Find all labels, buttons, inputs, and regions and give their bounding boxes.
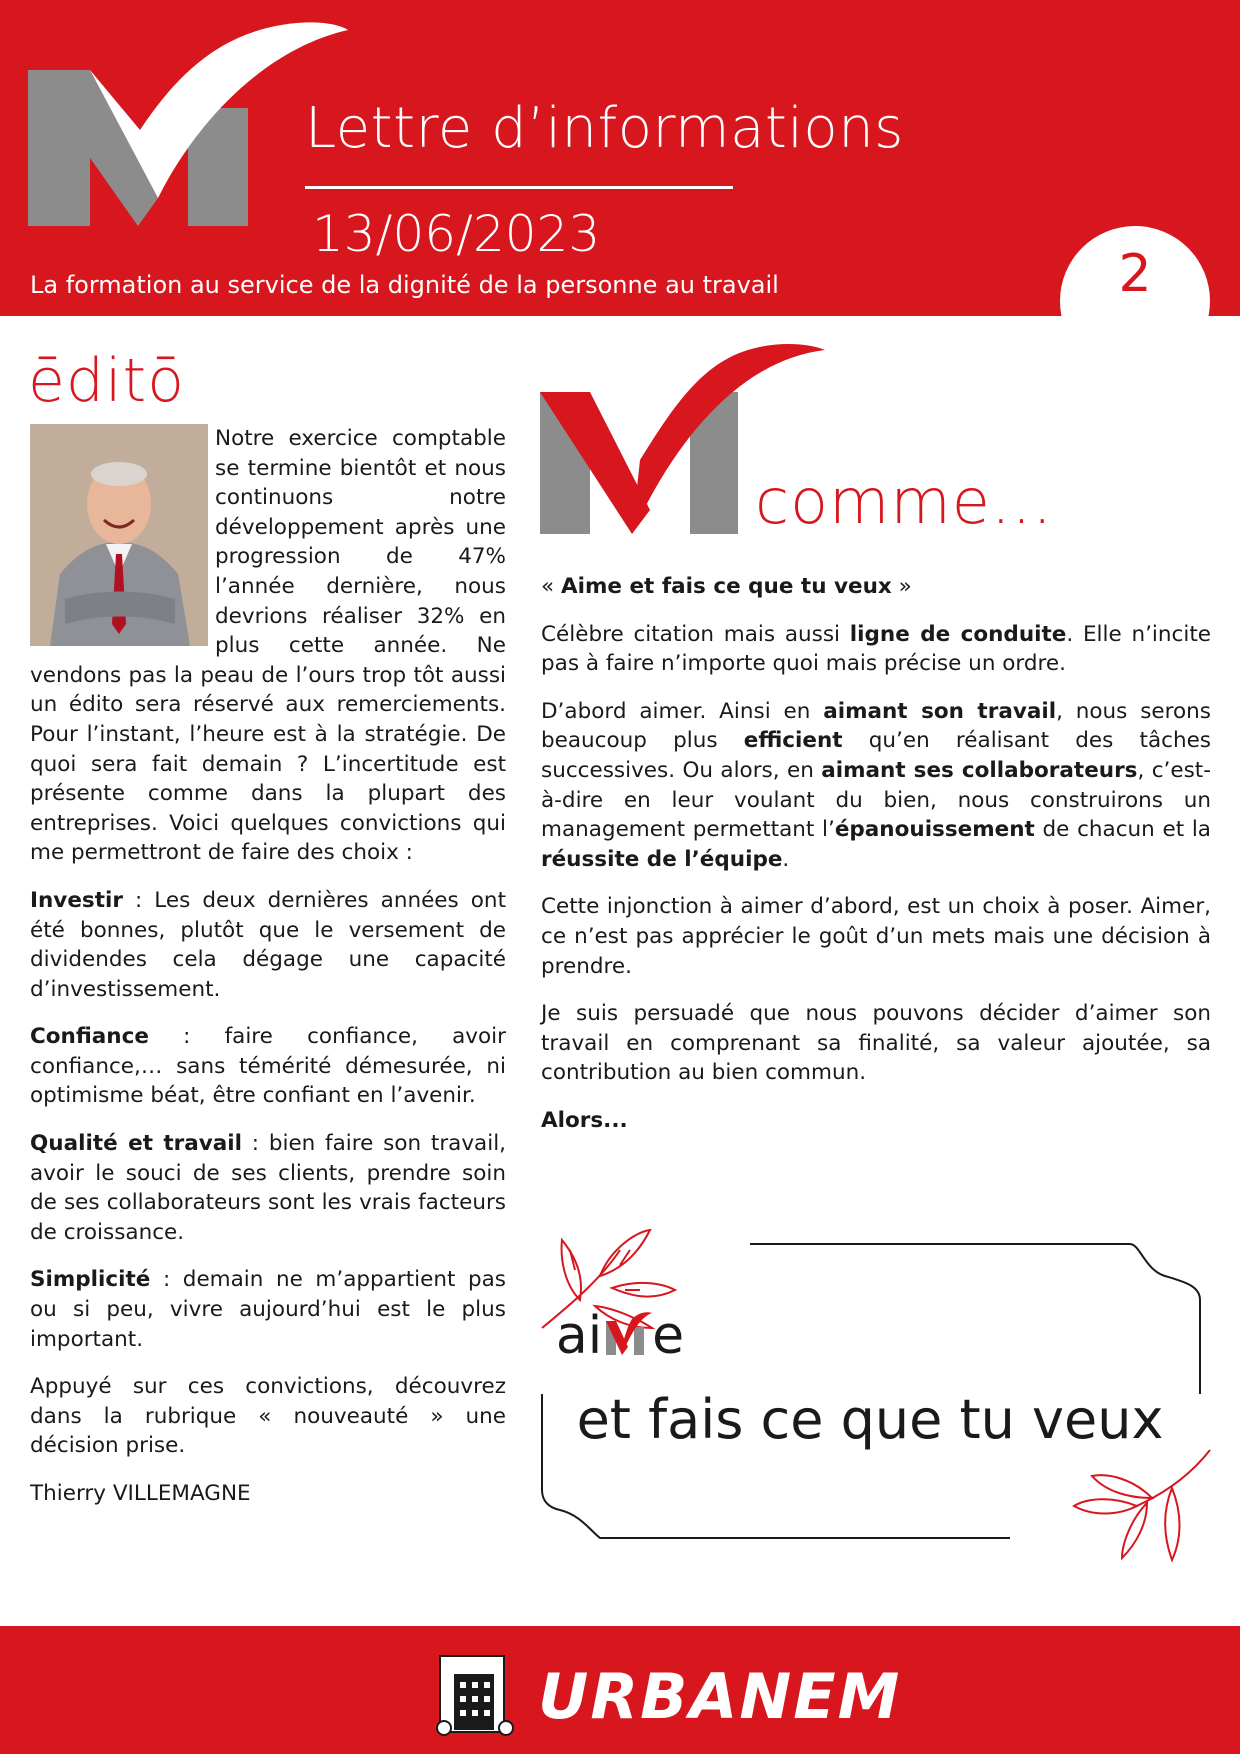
text-bold: réussite de l’équipe bbox=[541, 846, 783, 872]
comme-paragraph-1 bbox=[541, 620, 1211, 679]
aime-word bbox=[0, 1306, 1240, 1366]
leaf-branch-icon bbox=[1072, 1448, 1212, 1563]
comme-paragraph-3: Cette injonction à aimer d’abord, est un choix à poser. Aimer, ce n’est pas apprécier le goût d’un mets mais une décision à prendre. bbox=[541, 894, 1211, 979]
m-mini-logo-icon bbox=[602, 1309, 652, 1359]
text-run: , c’est-à-dire en leur voulant du bien, nous construirons un management permettant l’ bbox=[541, 757, 1211, 843]
text-run: de chacun et la bbox=[1034, 817, 1211, 843]
text-run: Célèbre citation mais aussi bbox=[541, 621, 850, 647]
comme-paragraph-2 bbox=[541, 697, 1211, 875]
text-bold: efficient bbox=[743, 728, 843, 754]
edito-item-text: : demain ne m’appartient pas ou si peu, vivre aujourd’hui est le plus important. bbox=[30, 1267, 506, 1352]
tagline: La formation au service de la dignité de la personne au travail bbox=[30, 271, 779, 299]
comme-paragraph-4: Je suis persuadé que nous pouvons décider d’aimer son travail en comprenant sa finalité, sa valeur ajoutée, sa contribution au bien commun. bbox=[541, 1001, 1211, 1086]
urbanem-brand: URBANEM bbox=[538, 1660, 902, 1733]
text-run: . Elle n’incite pas à faire n’importe quoi mais précise un ordre. bbox=[541, 621, 1211, 677]
edito-item-term: Simplicité bbox=[30, 1267, 151, 1293]
aime-right: e bbox=[652, 1306, 685, 1366]
comme-paragraph-5 bbox=[541, 1106, 1211, 1136]
text-bold: épanouissement bbox=[834, 817, 1035, 843]
text-run: . bbox=[782, 846, 790, 872]
edito-item-confiance bbox=[30, 1022, 506, 1111]
edito-item-text: : faire confiance, avoir confiance,… sans témérité démesurée, ni optimisme béat, être confiant en l’avenir. bbox=[30, 1024, 506, 1109]
edito-item-term: Qualité et travail bbox=[30, 1131, 243, 1157]
text-bold: aimant son travail bbox=[823, 698, 1057, 724]
edito-item-text: : bien faire son travail, avoir le souci de ses clients, prendre soin de ses collaborateurs sont les vrais facteurs de croissance. bbox=[30, 1131, 507, 1245]
edito-intro: Notre exercice comptable se termine bientôt et nous continuons notre développement après une progression de 47% l’année dernière, nous devrions réaliser 32% en plus cette année. Ne vendons pas la peau de l’ours trop tôt aussi un édito sera réservé aux remerciements. Pour l’instant, l’heure est à la stratégie. De quoi sera fait demain ? L’incertitude est présente comme dans la plupart des entreprises. Voici quelques convictions qui me permettront de faire des choix : bbox=[30, 426, 506, 866]
quote-mark: » bbox=[891, 574, 912, 599]
comme-heading: comme... bbox=[755, 465, 1054, 538]
edito-item-term: Investir bbox=[30, 887, 123, 913]
urbanem-building-icon bbox=[426, 1646, 522, 1742]
text-bold: ligne de conduite bbox=[849, 621, 1067, 647]
comme-column bbox=[541, 572, 1211, 1154]
text-run: qu’en réalisant des tâches successives. Ou alors, en bbox=[541, 728, 1211, 783]
quote-mark: « bbox=[541, 574, 561, 599]
author-photo bbox=[30, 424, 215, 652]
issue-date: 13/06/2023 bbox=[312, 205, 601, 263]
edito-item-text: : Les deux dernières années ont été bonnes, plutôt que le versement de dividendes cela dégage une capacité d’investissement. bbox=[30, 887, 506, 1002]
text-bold: Alors... bbox=[541, 1107, 628, 1133]
quote-text: Aime et fais ce que tu veux bbox=[561, 574, 892, 599]
edito-closing: Appuyé sur ces convictions, découvrez dans la rubrique « nouveauté » une décision prise. bbox=[30, 1374, 506, 1459]
edito-heading: ēditō bbox=[28, 346, 185, 416]
newsletter-title: Lettre d’informations bbox=[305, 96, 904, 161]
author-portrait-icon bbox=[30, 424, 208, 646]
quote-card-line: et fais ce que tu veux bbox=[576, 1388, 1164, 1451]
aime-left: ai bbox=[555, 1306, 603, 1366]
text-bold: aimant ses collaborateurs bbox=[821, 757, 1138, 783]
edito-item-qualite bbox=[30, 1129, 506, 1247]
text-run: , nous serons beaucoup plus bbox=[541, 698, 1211, 754]
issue-number: 2 bbox=[1118, 244, 1152, 304]
title-divider bbox=[305, 186, 733, 189]
text-run: D’abord aimer. Ainsi en bbox=[541, 698, 824, 724]
comme-quote bbox=[541, 572, 1211, 602]
header-banner bbox=[0, 0, 1240, 316]
edito-item-investir bbox=[30, 886, 506, 1004]
edito-signature: Thierry VILLEMAGNE bbox=[30, 1481, 251, 1506]
edito-item-term: Confiance bbox=[30, 1024, 149, 1050]
